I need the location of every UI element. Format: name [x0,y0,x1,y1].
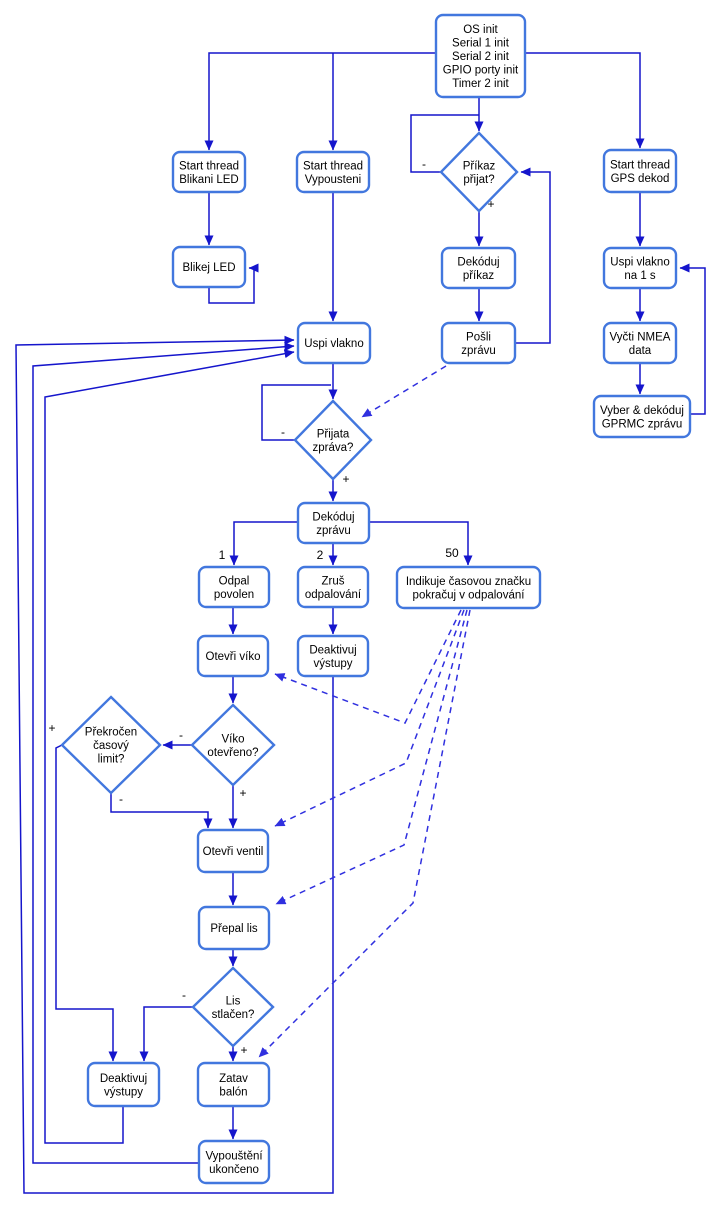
node-prikaz-prijat [441,133,517,211]
edge-label-lis-minus: - [182,988,186,1002]
edge-label-vetev-label-1: 1 [218,548,226,562]
node-label-lis-stlacen: Lis stlačen? [211,995,255,1021]
edge-label-prikaz-minus: - [422,157,426,171]
edge-init-to-gps [525,53,640,148]
nodes [62,15,690,1183]
edge-label-vetev-label-50: 50 [445,546,459,560]
node-zrus-odpalovani [298,567,368,607]
node-uspi-vlakno [298,323,370,363]
edge-label-lis-plus: + [240,1043,248,1057]
node-label-deaktivuj-vystupy-horni: Deaktivuj výstupy [309,644,357,670]
node-label-prikaz-prijat: Příkaz přijat? [462,160,496,186]
node-prepal-lis [199,907,269,949]
node-label-vypousteni-ukonceno: Vypouštění ukončeno [205,1150,263,1176]
node-label-odpal-povolen: Odpal povolen [213,575,255,601]
node-vypousteni-ukonceno [199,1141,269,1183]
edge-label-prekrocen-minus: - [119,792,123,806]
node-label-prijata-zprava: Přijata zpráva? [312,428,354,454]
edge-label-prijata-minus: - [281,425,285,439]
node-label-deaktivuj-vystupy-dolni: Deaktivuj výstupy [99,1072,148,1099]
edge-lis-ne [144,1007,193,1061]
edge-label-viko-minus: - [179,728,183,742]
edge-label-prekrocen-plus: + [48,721,56,735]
node-prekrocen-casovy-limit [62,697,160,793]
node-odpal-povolen [199,567,269,607]
node-prijata-zprava [295,401,371,479]
node-label-uspi-vlakno-na-1s: Uspi vlakno na 1 s [610,256,670,282]
edge-label-prikaz-plus: + [487,197,495,211]
node-label-posli-zpravu: Pošli zprávu [461,331,496,357]
node-lis-stlacen [193,968,273,1046]
node-deaktivuj-vystupy-horni [298,636,368,676]
edge-label-viko-plus: + [239,786,247,800]
node-label-viko-otevreno: Víko otevřeno? [207,733,259,759]
edge-init-to-blikani [209,53,436,150]
node-dekoduj-zpravu [298,503,369,543]
node-label-indikuje-casovou-znacku: Indikuje časovou značku pokračuj v odpalování [405,575,532,602]
node-label-blikej-led: Blikej LED [182,262,236,274]
node-start-thread-vypousteni [297,152,369,192]
node-label-zatav-balon: Zatav balón [219,1072,248,1099]
node-label-start-thread-vypousteni: Start thread Vypousteni [302,160,364,186]
node-label-start-thread-blikani-led: Start thread Blikani LED [178,160,240,186]
node-label-otevri-ventil: Otevři ventil [202,846,264,858]
node-label-os-init: OS init Serial 1 init Serial 2 init GPIO porty init Timer 2 init [442,24,519,90]
node-label-vyber-dekoduj-gprmc: Vyber & dekóduj GPRMC zprávu [600,404,684,431]
node-vyber-dekoduj-gprmc [594,396,690,437]
edge-label-vetev-label-2: 2 [316,548,324,562]
edge-vetev-1 [234,522,298,565]
node-label-zrus-odpalovani: Zruš odpalování [304,575,362,601]
node-blikej-led [173,247,245,287]
edge-posli-dashed-prijata [362,366,446,417]
node-label-dekoduj-prikaz: Dekóduj příkaz [457,256,500,282]
node-posli-zpravu [442,323,515,363]
node-otevri-ventil [198,830,268,872]
edge-gprmc-smycka [680,268,705,414]
node-uspi-vlakno-na-1s [604,248,676,288]
node-indikuje-casovou-znacku [397,567,540,608]
node-viko-otevreno [192,705,274,785]
node-dekoduj-prikaz [442,248,515,288]
node-deaktivuj-vystupy-dolni [88,1063,159,1106]
edge-posli-to-prikaz [515,172,550,343]
node-label-dekoduj-zpravu: Dekóduj zprávu [312,511,355,537]
node-start-thread-blikani-led [173,152,245,192]
node-label-prekrocen-casovy-limit: Překročen časový limit? [84,726,138,766]
node-start-thread-gps-dekod [604,150,676,192]
edge-prekrocen-ne [111,793,208,828]
node-os-init [436,15,525,97]
node-zatav-balon [198,1063,269,1106]
node-label-otevri-viko: Otevři víko [205,651,261,663]
node-label-vycti-nmea-data: Vyčti NMEA data [609,331,671,357]
node-vycti-nmea-data [604,323,676,363]
edge-prekrocen-ano [56,745,113,1061]
edges [16,53,705,1193]
node-label-uspi-vlakno: Uspi vlakno [304,338,364,350]
node-otevri-viko [198,636,268,676]
node-label-start-thread-gps-dekod: Start thread GPS dekod [609,159,671,185]
node-label-prepal-lis: Přepal lis [210,923,258,935]
edge-deaktivuj-horni-zpet-uspi [16,340,333,1193]
edge-label-prijata-plus: + [342,472,350,486]
